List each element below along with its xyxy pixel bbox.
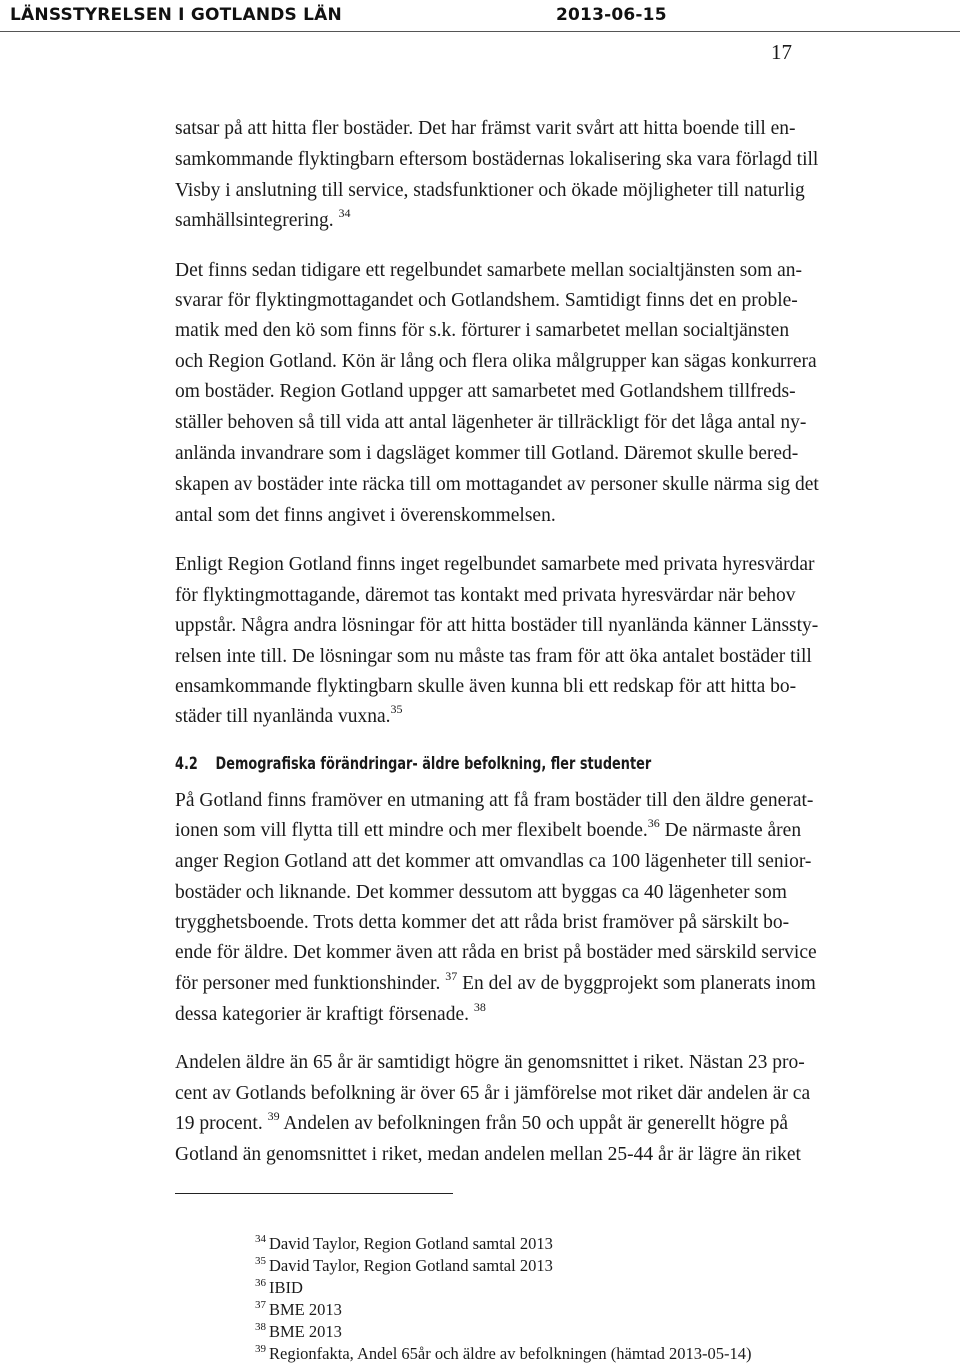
footnote	[255, 1344, 751, 1364]
body-line: Visby i anslutning till service, stadsfunktioner och ökade möjligheter till naturlig	[175, 180, 805, 201]
body-line: samkommande flyktingbarn eftersom bostädernas lokalisering ska vara förlagd till	[175, 149, 819, 170]
organization-name: LÄNSSTYRELSEN I GOTLANDS LÄN	[10, 5, 342, 25]
body-text: städer till nyanlända vuxna.	[175, 706, 391, 727]
footnote-number: 36	[255, 1277, 266, 1289]
footnote-text: Regionfakta, Andel 65år och äldre av befolkningen (hämtad 2013-05-14)	[269, 1344, 752, 1363]
body-line	[175, 702, 403, 729]
footnote	[255, 1300, 342, 1320]
footnote	[255, 1322, 342, 1342]
footnote-text: David Taylor, Region Gotland samtal 2013	[269, 1234, 553, 1253]
page-header	[0, 0, 960, 36]
footnote-ref[interactable]: 36	[647, 816, 660, 830]
footnote-ref[interactable]: 39	[267, 1109, 280, 1123]
footnote-divider	[175, 1193, 453, 1194]
body-line	[175, 969, 816, 996]
body-line: matik med den kö som finns för s.k. förturer i samarbetet mellan socialtjänsten	[175, 320, 790, 341]
body-line: ställer behoven så till vida att antal lägenheter är tillräckligt för det låga antal ny-	[175, 412, 807, 433]
page-number: 17	[771, 40, 792, 64]
body-text: samhällsintegrering.	[175, 210, 334, 231]
body-text: 19 procent.	[175, 1113, 263, 1134]
body-line: anlända invandrare som i dagsläget kommer till Gotland. Däremot skulle bered-	[175, 443, 799, 464]
footnote-ref[interactable]: 37	[445, 969, 458, 983]
body-line: antal som det finns angivet i överenskommelsen.	[175, 505, 556, 526]
body-line: satsar på att hitta fler bostäder. Det har främst varit svårt att hitta boende till en-	[175, 118, 796, 139]
footnote-text: BME 2013	[269, 1322, 342, 1341]
footnote-number: 38	[255, 1321, 266, 1333]
body-line: uppstår. Några andra lösningar för att hitta bostäder till nyanlända känner Länssty-	[175, 615, 819, 636]
footnote-ref[interactable]: 35	[390, 702, 403, 716]
footnote-number: 39	[255, 1343, 266, 1355]
footnote-text: IBID	[269, 1278, 303, 1297]
footnote-text: David Taylor, Region Gotland samtal 2013	[269, 1256, 553, 1275]
body-line: relsen inte till. De lösningar som nu måste tas fram för att öka antalet bostäder till	[175, 646, 812, 667]
body-line: På Gotland finns framöver en utmaning att få fram bostäder till den äldre generat-	[175, 790, 814, 811]
body-line	[175, 1000, 486, 1027]
footnote-number: 34	[255, 1233, 266, 1245]
body-line: för flyktingmottagande, däremot tas kontakt med privata hyresvärdar när behov	[175, 585, 796, 606]
body-line: ensamkommande flyktingbarn skulle även kunna bli ett redskap för att hitta bo-	[175, 676, 797, 697]
body-text: De närmaste åren	[659, 820, 802, 841]
footnote	[255, 1234, 553, 1254]
body-line: om bostäder. Region Gotland uppger att samarbetet med Gotlandshem tillfreds-	[175, 381, 796, 402]
header-divider	[0, 31, 960, 32]
body-line: skapen av bostäder inte räcka till om mottagandet av personer skulle närma sig det	[175, 474, 819, 495]
body-line: anger Region Gotland att det kommer att omvandlas ca 100 lägenheter till senior-	[175, 851, 812, 872]
body-line: bostäder och liknande. Det kommer dessutom att byggas ca 40 lägenheter som	[175, 882, 787, 903]
body-text: Andelen av befolkningen från 50 och uppåt är generellt högre på	[279, 1113, 789, 1134]
section-heading	[175, 754, 651, 773]
body-line	[175, 1109, 789, 1136]
section-title: Demografiska förändringar- äldre befolkning, fler studenter	[215, 754, 652, 773]
footnote	[255, 1278, 303, 1298]
body-line: cent av Gotlands befolkning är över 65 år i jämförelse mot riket där andelen är ca	[175, 1083, 811, 1104]
body-line	[175, 206, 351, 233]
body-line: svarar för flyktingmottagandet och Gotlandshem. Samtidigt finns det en proble-	[175, 290, 798, 311]
body-line: ende för äldre. Det kommer även att råda en brist på bostäder med särskild service	[175, 942, 817, 963]
document-date: 2013-06-15	[556, 5, 667, 25]
body-text: En del av de byggprojekt som planerats inom	[457, 973, 816, 994]
body-line: trygghetsboende. Trots detta kommer det att råda brist framöver på särskilt bo-	[175, 912, 790, 933]
footnote-ref[interactable]: 38	[473, 1000, 486, 1014]
body-line: Gotland än genomsnittet i riket, medan andelen mellan 25-44 år är lägre än riket	[175, 1144, 801, 1165]
section-number: 4.2	[175, 754, 198, 773]
body-text: för personer med funktionshinder.	[175, 973, 441, 994]
body-line: och Region Gotland. Kön är lång och flera olika målgrupper kan sägas konkurrera	[175, 351, 817, 372]
footnote	[255, 1256, 553, 1276]
footnote-number: 37	[255, 1299, 266, 1311]
body-line	[175, 816, 802, 843]
body-line: Det finns sedan tidigare ett regelbundet samarbete mellan socialtjänsten som an-	[175, 260, 803, 281]
body-text: ionen som vill flytta till ett mindre och mer flexibelt boende.	[175, 820, 648, 841]
body-line: Enligt Region Gotland finns inget regelbundet samarbete med privata hyresvärdar	[175, 554, 815, 575]
footnote-text: BME 2013	[269, 1300, 342, 1319]
footnote-ref[interactable]: 34	[338, 206, 351, 220]
body-text: dessa kategorier är kraftigt försenade.	[175, 1004, 469, 1025]
footnote-number: 35	[255, 1255, 266, 1267]
body-line: Andelen äldre än 65 år är samtidigt högre än genomsnittet i riket. Nästan 23 pro-	[175, 1052, 805, 1073]
